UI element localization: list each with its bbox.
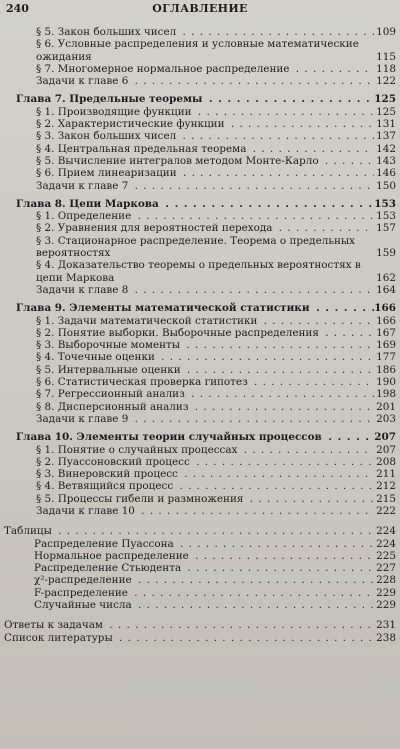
- toc-entry: [4, 525, 396, 537]
- toc-entry: [4, 351, 396, 363]
- toc-entry-page: 125: [376, 105, 396, 118]
- toc-entry-page: 131: [376, 118, 396, 131]
- toc-entry: [4, 619, 396, 631]
- toc-chapter: [4, 302, 396, 314]
- toc-entry: [4, 562, 396, 574]
- toc-entry-title: § 2. Понятие выборки. Выборочные распределения: [36, 326, 319, 339]
- page-number: 240: [6, 2, 29, 15]
- toc-entry: [4, 315, 396, 327]
- toc-entry-title: § 1. Определение: [36, 210, 132, 223]
- toc-entry: [4, 444, 396, 456]
- toc-entry-title: § 4. Точечные оценки: [36, 351, 155, 364]
- toc-entry-page: 169: [376, 339, 396, 352]
- toc-entry-page: 164: [376, 283, 396, 296]
- toc-entry-page: 142: [376, 142, 396, 155]
- toc-entry-page: 215: [376, 492, 396, 505]
- toc-entry-page: 225: [376, 549, 396, 562]
- toc-entry: [4, 388, 396, 400]
- toc-entry-page: 146: [376, 167, 396, 180]
- toc-entry-page: 122: [376, 75, 396, 88]
- toc-entry-page: 207: [376, 443, 396, 456]
- toc-entry-title: § 6. Прием линеаризации: [36, 167, 177, 180]
- toc-entry-title: § 6. Условные распределения и условные математические ожидания: [36, 38, 359, 63]
- toc-entry: [4, 63, 396, 75]
- toc-entry-title: § 2. Пуассоновский процесс: [36, 455, 190, 468]
- toc-entry: [4, 167, 396, 179]
- toc-entry-page: 207: [374, 431, 396, 444]
- toc-entry-title: § 4. Центральная предельная теорема: [36, 142, 247, 155]
- toc-entry: [4, 130, 396, 142]
- toc-entry-title: § 5. Процессы гибели и размножения: [36, 492, 244, 505]
- toc-entry-page: 229: [376, 586, 396, 599]
- toc-entry: [4, 38, 396, 63]
- table-of-contents: [4, 26, 396, 644]
- toc-entry-page: 166: [374, 302, 396, 315]
- toc-entry-page: 137: [376, 130, 396, 143]
- toc-entry-title: § 5. Интервальные оценки: [36, 363, 181, 376]
- toc-entry-page: 228: [376, 574, 396, 587]
- toc-entry-page: 224: [376, 525, 396, 538]
- toc-entry-title: § 6. Статистическая проверка гипотез: [36, 376, 248, 389]
- toc-entry: [4, 222, 396, 234]
- toc-entry-title: § 2. Уравнения для вероятностей перехода: [36, 222, 273, 235]
- toc-entry-page: 167: [376, 326, 396, 339]
- toc-entry-title: Задачи к главе 6: [36, 75, 129, 88]
- toc-tasks: [4, 284, 396, 296]
- toc-entry-page: 153: [376, 210, 396, 223]
- toc-entry-title: Ответы к задачам: [4, 619, 103, 632]
- toc-entry-page: 224: [376, 537, 396, 550]
- toc-tasks: [4, 180, 396, 192]
- toc-entry-page: 109: [376, 26, 396, 38]
- toc-entry: [4, 468, 396, 480]
- toc-entry: [4, 259, 396, 284]
- toc-entry-title: Задачи к главе 7: [36, 179, 129, 192]
- toc-chapter: [4, 431, 396, 443]
- toc-entry-page: 125: [374, 93, 396, 106]
- toc-entry-title: Глава 8. Цепи Маркова: [16, 197, 159, 210]
- toc-entry-title: § 1. Задачи математической статистики: [36, 314, 258, 327]
- toc-entry-title: § 4. Ветвящийся процесс: [36, 480, 174, 493]
- toc-entry-title: Глава 9. Элементы математической статистики: [16, 302, 310, 315]
- toc-entry-title: Нормальное распределение: [34, 549, 189, 562]
- toc-entry: [4, 376, 396, 388]
- toc-entry-page: 159: [376, 247, 396, 260]
- toc-tasks: [4, 505, 396, 517]
- toc-entry-page: 143: [376, 154, 396, 167]
- toc-entry-page: 186: [376, 363, 396, 376]
- toc-entry: [4, 550, 396, 562]
- toc-entry-title: § 4. Доказательство теоремы о предельных вероятностях в цепи Маркова: [36, 259, 361, 284]
- toc-entry: [4, 210, 396, 222]
- toc-entry-title: Список литературы: [4, 631, 113, 644]
- toc-entry-title: Распределение Стьюдента: [34, 562, 182, 575]
- toc-entry-page: 115: [376, 50, 396, 63]
- toc-entry-page: 211: [376, 468, 396, 481]
- toc-entry-page: 198: [376, 388, 396, 401]
- toc-entry-page: 177: [376, 351, 396, 364]
- toc-entry-title: § 3. Выборочные моменты: [36, 339, 181, 352]
- toc-entry: [4, 155, 396, 167]
- toc-entry: [4, 401, 396, 413]
- toc-entry-page: 227: [376, 562, 396, 575]
- toc-entry-title: F-распределение: [34, 586, 128, 599]
- toc-entry-page: 222: [376, 504, 396, 517]
- toc-entry-page: 157: [376, 222, 396, 235]
- toc-entry: [4, 480, 396, 492]
- toc-entry-title: Глава 7. Предельные теоремы: [16, 93, 203, 106]
- toc-entry: [4, 493, 396, 505]
- toc-chapter: [4, 198, 396, 210]
- toc-entry-page: 203: [376, 412, 396, 425]
- toc-entry-title: § 2. Характеристические функции: [36, 118, 225, 131]
- toc-entry: [4, 574, 396, 586]
- toc-entry-page: 229: [376, 599, 396, 612]
- toc-entry: [4, 587, 396, 599]
- toc-entry-title: § 7. Регрессионный анализ: [36, 388, 185, 401]
- toc-entry-page: 118: [376, 62, 396, 75]
- toc-entry-title: § 3. Винеровский процесс: [36, 468, 178, 481]
- toc-entry-page: 238: [376, 631, 396, 644]
- toc-entry-title: § 1. Понятие о случайных процессах: [36, 443, 238, 456]
- toc-tasks: [4, 413, 396, 425]
- toc-entry-title: Таблицы: [4, 525, 52, 538]
- toc-entry: [4, 364, 396, 376]
- toc-entry-page: 162: [376, 271, 396, 284]
- toc-entry: [4, 339, 396, 351]
- toc-entry: [4, 632, 396, 644]
- toc-entry: [4, 26, 396, 38]
- toc-entry-page: 166: [376, 314, 396, 327]
- toc-entry-title: § 8. Дисперсионный анализ: [36, 400, 189, 413]
- page-header: [0, 2, 400, 20]
- toc-entry-page: 212: [376, 480, 396, 493]
- toc-entry-page: 153: [374, 197, 396, 210]
- toc-entry: [4, 143, 396, 155]
- toc-entry-title: Задачи к главе 8: [36, 283, 129, 296]
- toc-entry-title: § 5. Закон больших чисел: [36, 26, 177, 38]
- toc-entry-page: 231: [376, 619, 396, 632]
- toc-entry-title: χ²-распределение: [34, 574, 132, 587]
- toc-entry-title: Распределение Пуассона: [34, 537, 174, 550]
- toc-entry-title: Задачи к главе 9: [36, 412, 129, 425]
- toc-entry: [4, 106, 396, 118]
- toc-entry-title: Случайные числа: [34, 599, 132, 612]
- toc-entry: [4, 599, 396, 611]
- toc-entry-page: 190: [376, 376, 396, 389]
- toc-entry-title: § 3. Закон больших чисел: [36, 130, 177, 143]
- toc-entry-page: 208: [376, 455, 396, 468]
- toc-entry-title: § 1. Производящие функции: [36, 105, 192, 118]
- toc-chapter: [4, 93, 396, 105]
- toc-entry: [4, 456, 396, 468]
- toc-entry-title: § 3. Стационарное распределение. Теорема о предельных вероятностях: [36, 234, 356, 260]
- toc-entry-title: Глава 10. Элементы теории случайных процессов: [16, 431, 322, 444]
- toc-tasks: [4, 75, 396, 87]
- toc-entry: [4, 538, 396, 550]
- toc-entry: [4, 118, 396, 130]
- toc-entry-page: 150: [376, 179, 396, 192]
- toc-entry: [4, 235, 396, 260]
- page-title: ОГЛАВЛЕНИЕ: [152, 2, 248, 15]
- toc-entry-title: § 7. Многомерное нормальное распределение: [36, 62, 290, 75]
- section-gap: [4, 611, 396, 619]
- toc-entry-title: § 5. Вычисление интегралов методом Монте-Карло: [36, 154, 319, 167]
- toc-entry: [4, 327, 396, 339]
- section-gap: [4, 517, 396, 525]
- toc-entry-title: Задачи к главе 10: [36, 504, 135, 517]
- toc-entry-page: 201: [376, 400, 396, 413]
